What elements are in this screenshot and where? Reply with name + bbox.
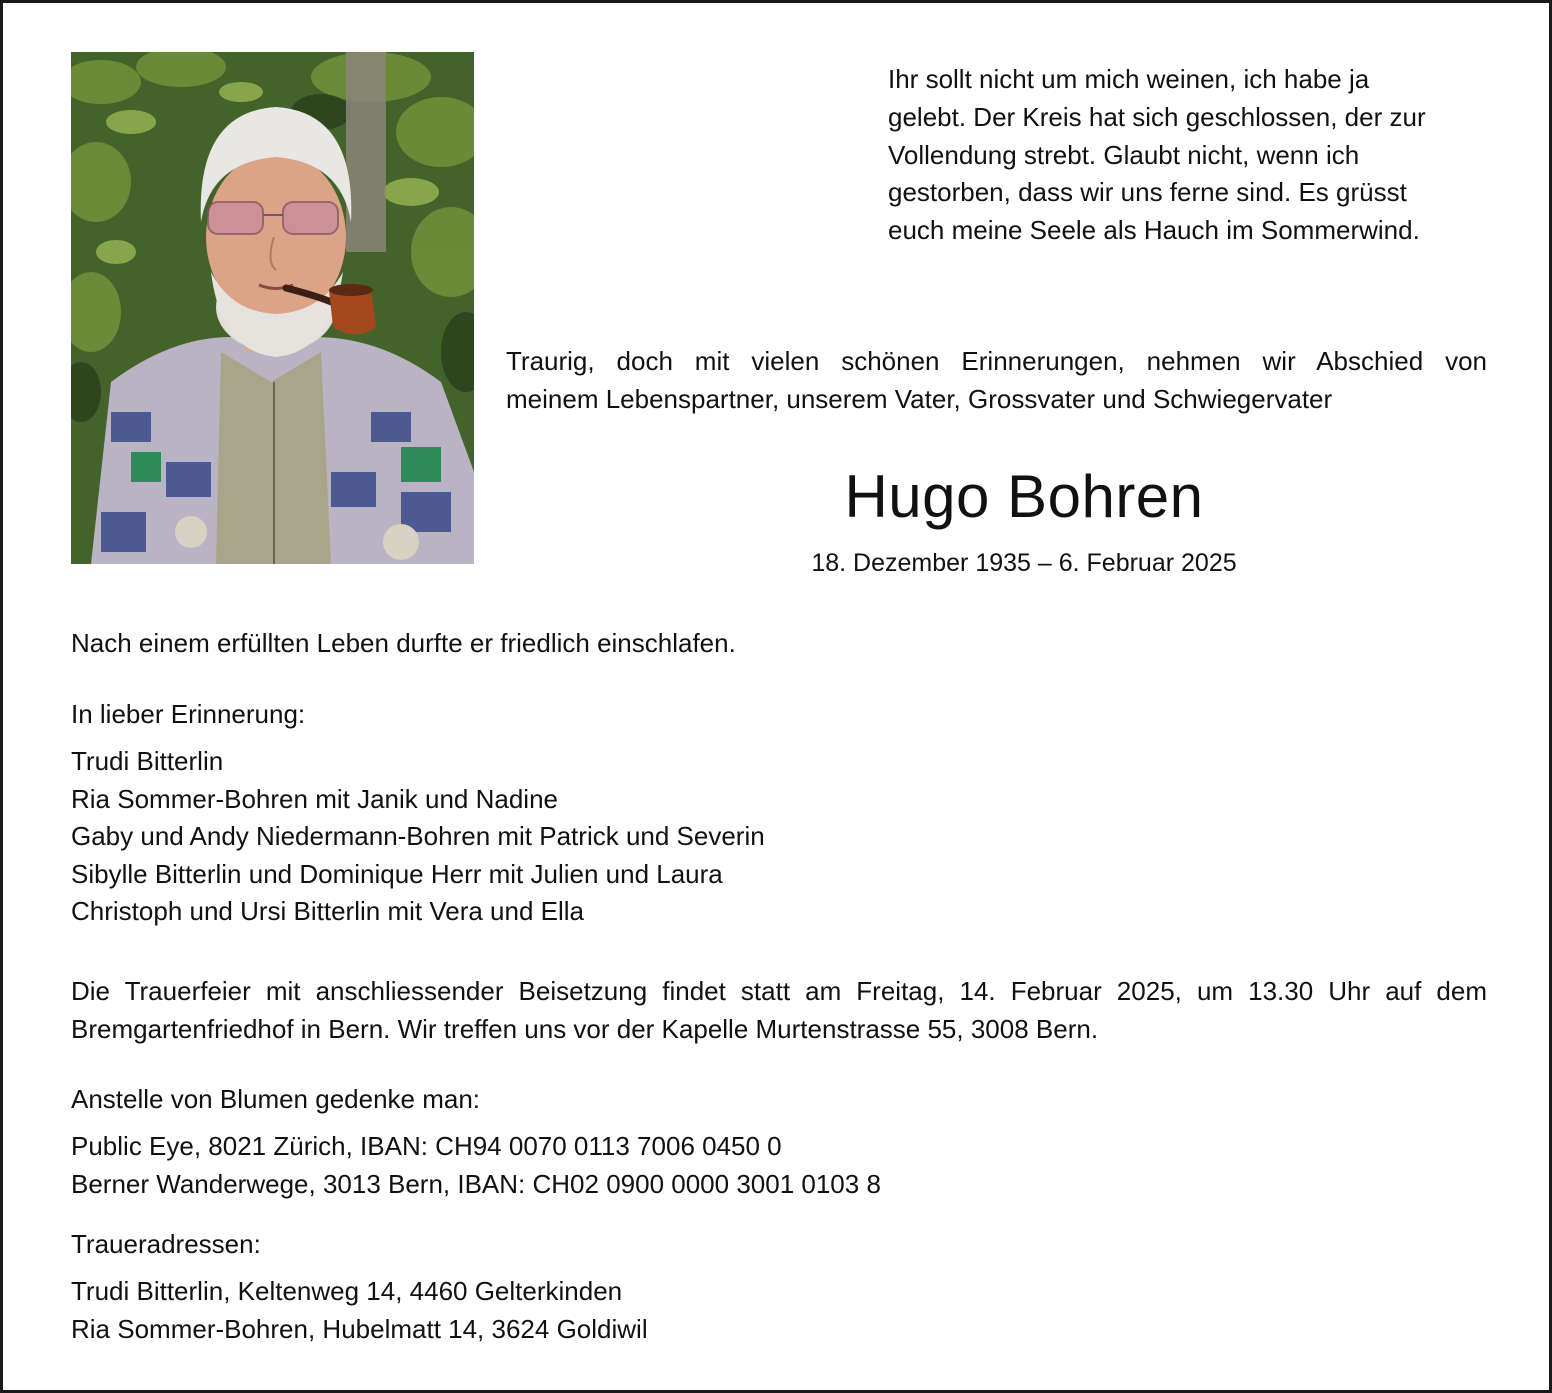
- intro-line: meinem Lebenspartner, unserem Vater, Grossvater und Schwiegervater: [506, 383, 1333, 414]
- addresses-list: [71, 1273, 1491, 1348]
- addresses-heading-block: [71, 1226, 1491, 1264]
- mourners-heading-block: [71, 696, 1491, 734]
- statement-text: Nach einem erfüllten Leben durfte er friedlich einschlafen.: [71, 628, 736, 658]
- ceremony-info: [71, 973, 1487, 1048]
- deceased-name: Hugo Bohren: [844, 463, 1204, 530]
- poem-line: euch meine Seele als Hauch im Sommerwind.: [888, 215, 1420, 246]
- poem-line: gestorben, dass wir uns ferne sind. Es grüsst: [888, 177, 1407, 208]
- mourner-name: Sibylle Bitterlin und Dominique Herr mit Julien und Laura: [71, 858, 723, 889]
- mourner-name: Ria Sommer-Bohren mit Janik und Nadine: [71, 783, 558, 814]
- donations-list: [71, 1128, 1491, 1203]
- donation-item: Public Eye, 8021 Zürich, IBAN: CH94 0070 0113 7006 0450 0: [71, 1131, 782, 1161]
- mourner-name: Christoph und Ursi Bitterlin mit Vera und Ella: [71, 896, 585, 927]
- donations-heading-block: [71, 1081, 1491, 1119]
- intro-line: Traurig, doch mit vielen schönen Erinnerungen, nehmen wir Abschied von: [506, 346, 1487, 376]
- portrait-illustration: [71, 52, 474, 564]
- poem: [888, 61, 1508, 250]
- address-item: Ria Sommer-Bohren, Hubelmatt 14, 3624 Goldiwil: [71, 1313, 648, 1344]
- ceremony-line: Die Trauerfeier mit anschliessender Beisetzung findet statt am Freitag, 14. Februar 2025, um 13.30 Uhr auf dem: [71, 976, 1487, 1006]
- donation-item: Berner Wanderwege, 3013 Bern, IBAN: CH02 0900 0000 3001 0103 8: [71, 1168, 881, 1199]
- poem-line: gelebt. Der Kreis hat sich geschlossen, der zur: [888, 101, 1426, 132]
- life-dates: 18. Dezember 1935 – 6. Februar 2025: [811, 549, 1237, 577]
- intro-text: [506, 343, 1487, 418]
- poem-line: Ihr sollt nicht um mich weinen, ich habe ja: [888, 64, 1370, 94]
- mourner-name: Gaby und Andy Niedermann-Bohren mit Patrick und Severin: [71, 821, 765, 852]
- portrait-photo: [71, 52, 474, 564]
- addresses-heading: Traueradressen:: [71, 1229, 261, 1259]
- ceremony-line: Bremgartenfriedhof in Bern. Wir treffen uns vor der Kapelle Murtenstrasse 55, 3008 Bern.: [71, 1013, 1099, 1044]
- poem-line: Vollendung strebt. Glaubt nicht, wenn ich: [888, 139, 1360, 170]
- mourners-list: [71, 743, 1491, 931]
- donations-heading: Anstelle von Blumen gedenke man:: [71, 1084, 481, 1114]
- mourners-heading: In lieber Erinnerung:: [71, 699, 306, 729]
- statement: [71, 625, 1491, 663]
- address-item: Trudi Bitterlin, Keltenweg 14, 4460 Gelterkinden: [71, 1276, 623, 1306]
- mourner-name: Trudi Bitterlin: [71, 746, 224, 776]
